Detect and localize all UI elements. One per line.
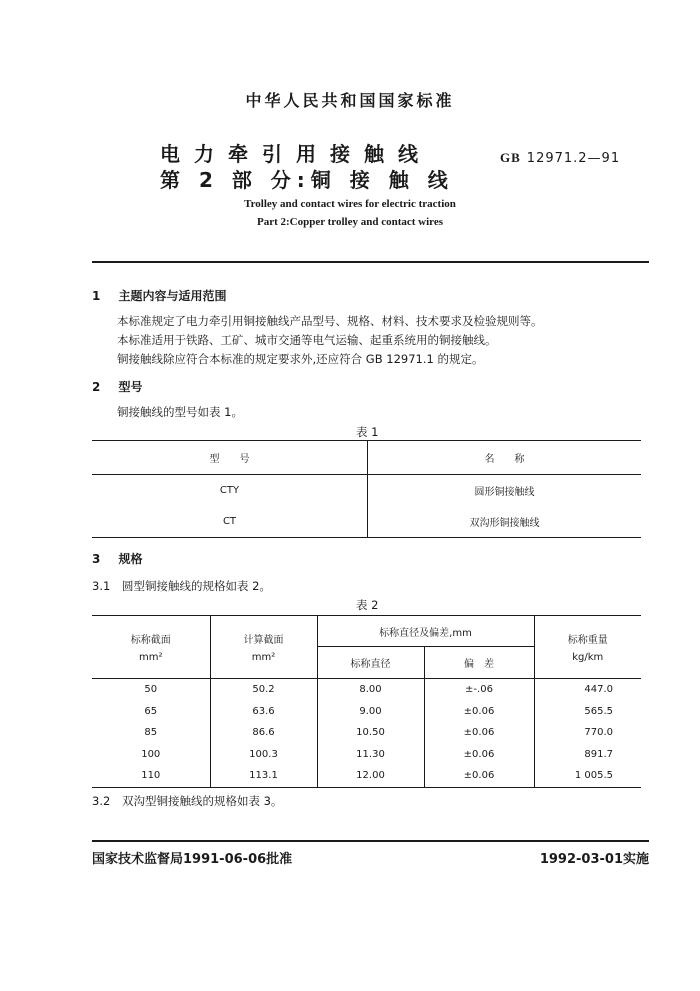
standard-code (500, 150, 620, 166)
table-cell: CT (92, 506, 368, 538)
table-row (92, 744, 641, 766)
table-cell: 1 005.5 (574, 770, 613, 782)
table-header-row (92, 441, 641, 475)
paragraph: 本标准适用于铁路、工矿、城市交通等电气运输、起重系统用的铜接触线。 (117, 333, 497, 347)
table-row (92, 506, 641, 538)
table1-caption: 表 1 (356, 425, 379, 439)
section-title: 主题内容与适用范围 (118, 289, 227, 303)
section-number: 1 (92, 289, 101, 303)
table-cell: 50 (92, 679, 210, 701)
table-cell: 891.7 (584, 748, 613, 760)
table-row (92, 765, 641, 787)
header-unit: mm² (251, 652, 276, 663)
table2-caption: 表 2 (356, 598, 379, 612)
section-title: 规格 (118, 552, 143, 566)
header-rule (92, 261, 649, 263)
table-cell: 770.0 (584, 727, 613, 739)
section-3-heading (92, 550, 143, 567)
column-header: 型 号 (92, 441, 368, 475)
standard-prefix: GB (500, 150, 521, 165)
column-header: 标称直径 (317, 647, 424, 679)
subsection-number: 3.2 (92, 794, 111, 808)
table-cell: 85 (92, 722, 210, 744)
table-row (92, 475, 641, 507)
header-label: 计算截面 (243, 635, 284, 646)
subsection-text: 双沟型铜接触线的规格如表 3。 (121, 794, 283, 808)
table-cell: 113.1 (210, 765, 317, 787)
table-cell: 100 (92, 744, 210, 766)
section-number: 2 (92, 380, 101, 394)
table-2 (92, 615, 641, 788)
paragraph: 铜接触线除应符合本标准的规定要求外,还应符合 GB 12971.1 的规定。 (117, 352, 484, 366)
table-cell: 565.5 (584, 705, 613, 717)
table-cell: 50.2 (210, 679, 317, 701)
table-cell: 110 (92, 765, 210, 787)
table-cell: ±0.06 (424, 701, 534, 723)
paragraph: 铜接触线的型号如表 1。 (117, 405, 243, 419)
table-cell: 447.0 (584, 684, 613, 696)
doc-title-line1: 电力牵引用接触线 (160, 142, 432, 166)
table-cell: 63.6 (210, 701, 317, 723)
table-cell: 双沟形铜接触线 (469, 518, 540, 529)
issuing-body: 中华人民共和国国家标准 (245, 91, 455, 110)
doc-title-line2: 第 2 部 分:铜 接 触 线 (160, 168, 454, 192)
column-header (534, 616, 641, 679)
table-cell: 65 (92, 701, 210, 723)
table-cell: CTY (92, 475, 368, 507)
subsection-3-1 (92, 578, 271, 594)
column-header: 偏 差 (424, 647, 534, 679)
section-title: 型号 (118, 380, 143, 394)
column-header: 名 称 (368, 441, 642, 475)
subsection-text: 圆型铜接触线的规格如表 2。 (121, 579, 271, 593)
table-cell: ±-.06 (424, 679, 534, 701)
standard-number: 12971.2—91 (526, 151, 621, 166)
section-number: 3 (92, 552, 101, 566)
section-1-heading (92, 287, 227, 304)
footer-rule (92, 840, 649, 842)
table-cell: 10.50 (317, 722, 424, 744)
header-label: 标称重量 (567, 635, 608, 646)
approval-date: 国家技术监督局1991-06-06批准 (92, 852, 293, 867)
table-cell: 9.00 (317, 701, 424, 723)
english-title-line2: Part 2:Copper trolley and contact wires (256, 216, 444, 228)
table-cell: 11.30 (317, 744, 424, 766)
subsection-number: 3.1 (92, 579, 111, 593)
column-header (92, 616, 210, 679)
table-cell: ±0.06 (424, 765, 534, 787)
table-row (92, 701, 641, 723)
section-2-heading (92, 378, 143, 395)
table-row (92, 679, 641, 701)
header-label: 标称截面 (130, 635, 171, 646)
header-unit: kg/km (572, 652, 604, 663)
table-cell: 100.3 (210, 744, 317, 766)
table-cell: ±0.06 (424, 744, 534, 766)
table-1 (92, 440, 641, 538)
table-cell: 12.00 (317, 765, 424, 787)
paragraph: 本标准规定了电力牵引用铜接触线产品型号、规格、材料、技术要求及检验规则等。 (117, 314, 543, 328)
table-header-row (92, 616, 641, 647)
subsection-3-2 (92, 793, 282, 809)
table-cell: ±0.06 (424, 722, 534, 744)
table-cell: 8.00 (317, 679, 424, 701)
header-unit: mm² (139, 652, 163, 663)
table-cell: 86.6 (210, 722, 317, 744)
effective-date: 1992-03-01实施 (539, 852, 649, 867)
column-group-header: 标称直径及偏差,mm (317, 616, 534, 647)
table-row (92, 722, 641, 744)
column-header (210, 616, 317, 679)
english-title-line1: Trolley and contact wires for electric traction (244, 198, 456, 210)
table-cell: 圆形铜接触线 (474, 487, 535, 498)
